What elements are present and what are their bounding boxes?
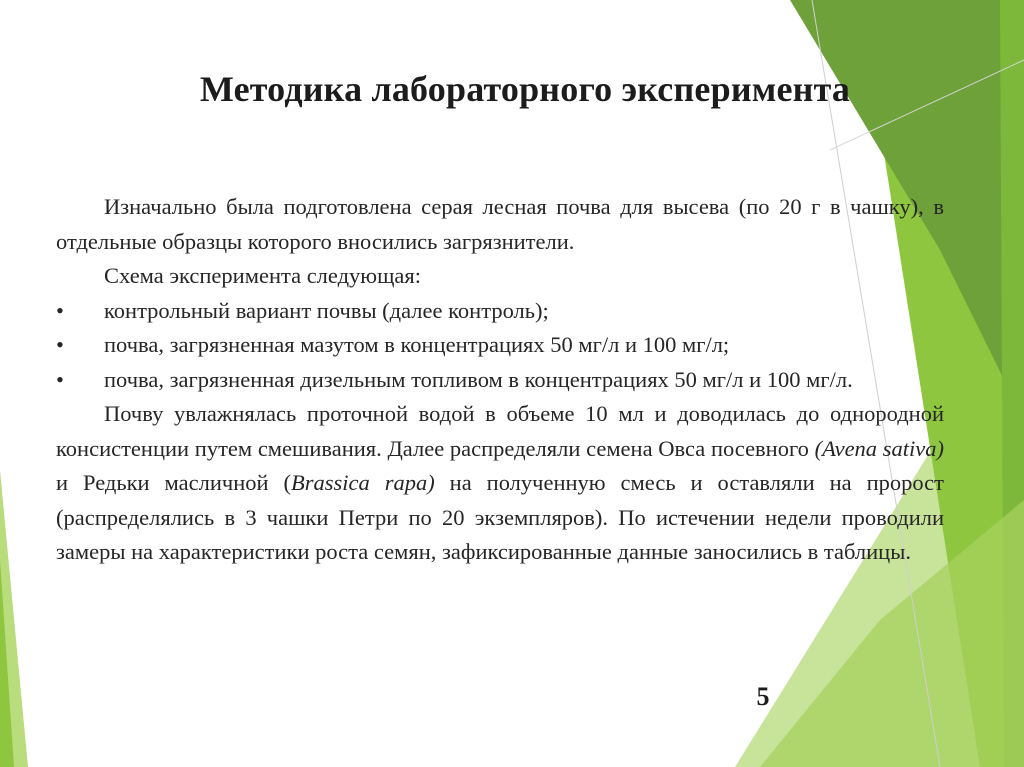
method-paragraph <box>56 397 944 570</box>
bullet-mark: • <box>56 332 64 357</box>
bullet-item-2 <box>56 328 944 363</box>
bullet-text: почва, загрязненная мазутом в концентрациях 50 мг/л и 100 мг/л; <box>104 332 730 357</box>
method-text-part2: и Редьки масличной ( <box>56 470 291 495</box>
bullet-text: контрольный вариант почвы (далее контроль); <box>104 297 549 323</box>
method-text-part3: на полученную смесь и оставляли на пророст (распределялись в 3 чашки Петри по 20 экземпляров). По истечении недели проводили замеры на характеристики роста семян, зафиксированные данные заносились в таблицы. <box>56 470 944 564</box>
bullet-item-1 <box>56 294 944 329</box>
bullet-item-3 <box>56 363 944 398</box>
scheme-heading: Схема эксперимента следующая: <box>104 263 422 288</box>
latin-name-avena: (Avena sativa) <box>814 435 944 461</box>
bullet-mark: • <box>56 366 64 392</box>
method-text-part1: Почву увлажнялась проточной водой в объеме 10 мл и доводилась до однородной консистенции путем смешивания. Далее распределяли семена Овса посевного <box>56 401 944 461</box>
intro-paragraph: Изначально была подготовлена серая лесная почва для высева (по 20 г в чашку), в отдельные образцы которого вносились загрязнители. <box>56 194 944 254</box>
latin-name-brassica: Brassica rapa) <box>291 470 435 495</box>
bullet-text: почва, загрязненная дизельным топливом в концентрациях 50 мг/л и 100 мг/л. <box>104 366 853 392</box>
slide-body <box>56 190 944 570</box>
page-number: 5 <box>756 682 770 711</box>
slide-title: Методика лабораторного эксперимента <box>199 69 851 109</box>
bullet-mark: • <box>56 297 64 323</box>
